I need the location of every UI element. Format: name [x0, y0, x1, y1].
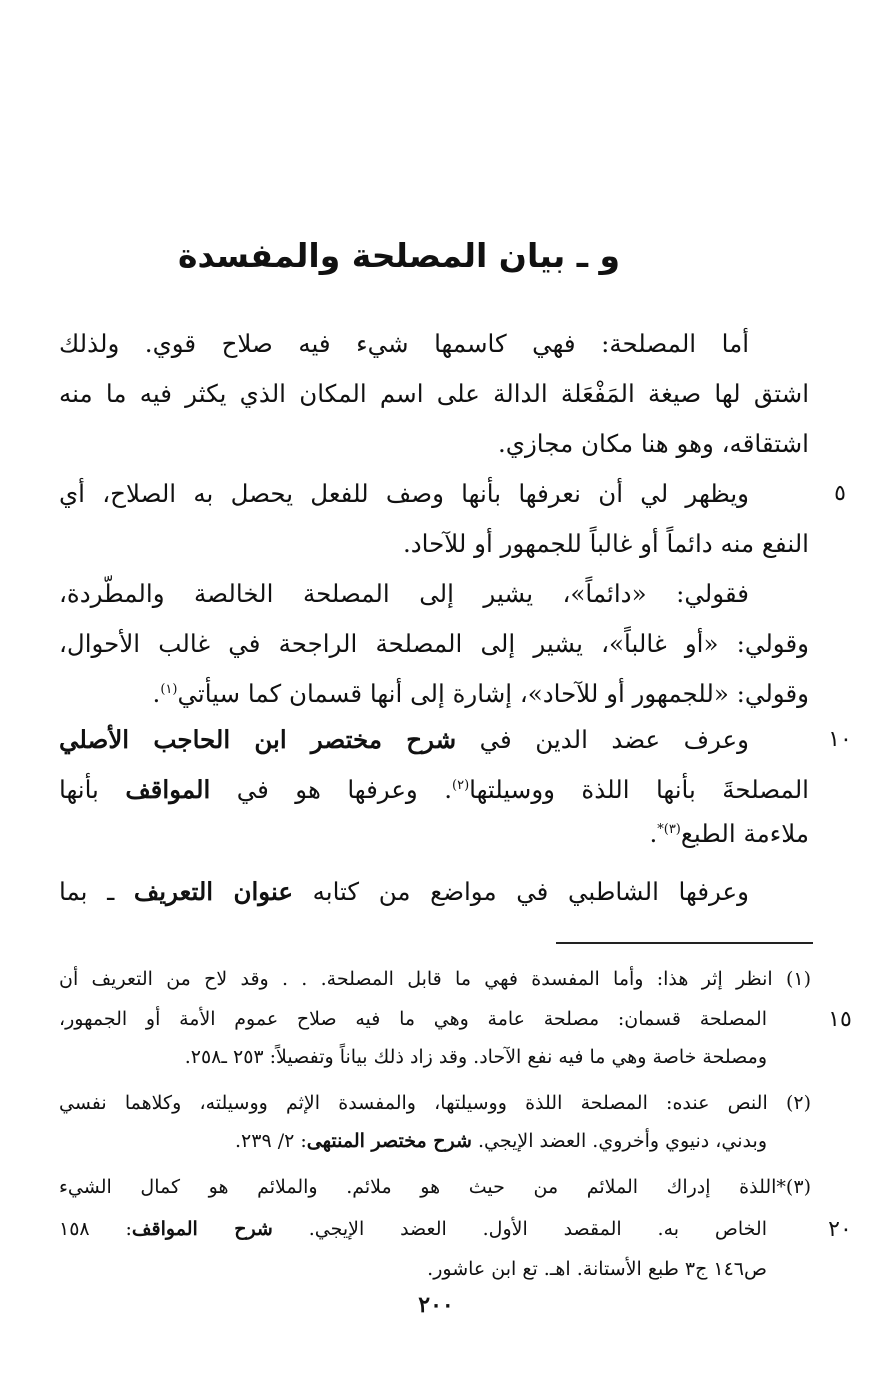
body-line: أما المصلحة: فهي كاسمها شيء فيه صلاح قوي. ولذلك	[59, 329, 749, 358]
body-line: ويظهر لي أن نعرفها بأنها وصف للفعل يحصل به الصلاح، أي	[59, 479, 749, 508]
footnote-ref: (٣)*	[657, 821, 681, 837]
body-line: اشتقاقه، وهو هنا مكان مجازي.	[498, 429, 809, 458]
footnote-text: : ٢/ ٢٣٩.	[234, 1130, 307, 1152]
body-text: . وعرفها هو في	[210, 775, 452, 804]
book-title: شرح مختصر المنتهى	[306, 1130, 472, 1152]
body-text: .	[152, 679, 161, 708]
footnote-line: المصلحة قسمان: مصلحة عامة وهي ما فيه صلاح عموم الأمة أو الجمهور،	[59, 1008, 768, 1030]
body-text: ملاءمة الطبع	[680, 819, 809, 848]
book-title: المواقف	[125, 775, 211, 804]
line-number: ٥	[834, 481, 846, 506]
body-line	[59, 718, 809, 762]
body-text: ـ بما	[59, 877, 134, 906]
footnote-text: وبدني، دنيوي وأخروي. العضد الإيجي.	[471, 1130, 767, 1152]
body-line: وقولي: «أو غالباً»، يشير إلى المصلحة الراجحة في غالب الأحوال،	[59, 629, 809, 658]
body-line	[59, 812, 809, 856]
line-number: ١٠	[828, 727, 852, 752]
body-text: وعرف عضد الدين في	[456, 725, 749, 754]
footnote-ref: (٢)	[452, 777, 470, 793]
footnote-separator	[556, 942, 813, 944]
body-line	[59, 870, 809, 914]
book-title: عنوان التعريف	[133, 877, 293, 906]
footnote-line	[59, 1124, 811, 1158]
line-number: ١٥	[828, 1007, 852, 1032]
footnote-line	[59, 1212, 811, 1246]
book-title: شرح مختصر ابن الحاجب الأصلي	[59, 725, 457, 754]
body-text: وعرفها الشاطبي في مواضع من كتابه	[292, 877, 749, 906]
body-line: اشتق لها صيغة المَفْعَلة الدالة على اسم المكان الذي يكثر فيه ما منه	[59, 379, 809, 408]
footnote-line: (٣)*اللذة إدراك الملائم من حيث هو ملائم. والملائم هو كمال الشيء	[59, 1176, 811, 1198]
body-text: .	[649, 819, 658, 848]
page-number: ٢٠٠	[418, 1292, 454, 1318]
footnote-line: (٢) النص عنده: المصلحة اللذة ووسيلتها، والمفسدة الإثم ووسيلته، وكلاهما نفسي	[59, 1092, 811, 1114]
section-heading: و ـ بيان المصلحة والمفسدة	[178, 236, 620, 275]
body-text: وقولي: «للجمهور أو للآحاد»، إشارة إلى أنها قسمان كما سيأتي	[177, 679, 809, 708]
body-text: المصلحةَ بأنها اللذة ووسيلتها	[469, 775, 809, 804]
line-number: ٢٠	[828, 1217, 852, 1242]
body-text: بأنها	[59, 775, 126, 804]
footnote-text: الخاص به. المقصد الأول. العضد الإيجي.	[272, 1218, 767, 1240]
footnote-line: ص١٤٦ ج٣ طبع الأستانة. اهـ. تع ابن عاشور.	[427, 1258, 767, 1280]
book-title: شرح المواقف	[131, 1218, 273, 1240]
footnote-text: : ١٥٨	[59, 1218, 132, 1240]
footnote-line: ومصلحة خاصة وهي ما فيه نفع الآحاد. وقد زاد ذلك بياناً وتفصيلاً: ٢٥٣ ـ٢٥٨.	[184, 1046, 767, 1068]
footnote-ref: (١)	[160, 681, 178, 697]
body-line	[59, 672, 809, 716]
body-line: النفع منه دائماً أو غالباً للجمهور أو للآحاد.	[402, 529, 809, 558]
body-line: فقولي: «دائماً»، يشير إلى المصلحة الخالصة والمطّردة،	[59, 579, 749, 608]
body-line	[59, 768, 809, 812]
footnote-line: (١) انظر إثر هذا: وأما المفسدة فهي ما قابل المصلحة. . . وقد لاح من التعريف أن	[59, 968, 811, 990]
